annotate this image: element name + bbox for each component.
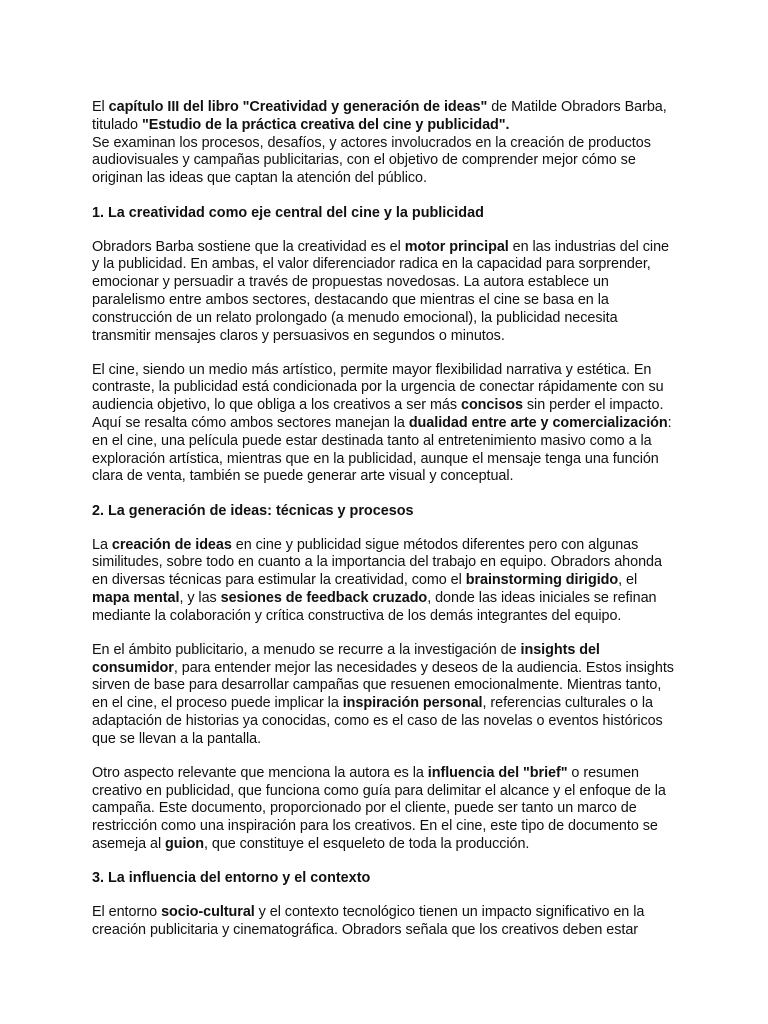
s2p1-text-3: , el — [618, 572, 638, 589]
section-2-paragraph-1 — [92, 537, 676, 626]
s2p1-bold-4: sesiones de feedback cruzado — [220, 590, 428, 607]
s1p1-text-2: en las industrias del cine y la publicidad. En ambas, el valor diferenciador radica en la capacidad para sorprender, emocionar y persuadir a través de propuestas novedosas. La autora establece un paralelismo entre ambos sectores, destacando que mientras el cine se basa en la construcción de un relato prolongado (a menudo emocional), la publicidad necesita transmitir mensajes claros y persuasivos en segundos o minutos. — [92, 238, 669, 344]
intro-bold-1: capítulo III del libro "Creatividad y generación de ideas" — [108, 99, 488, 115]
s2p2-text-1: En el ámbito publicitario, a menudo se recurre a la investigación de — [92, 641, 521, 658]
s2p1-text-1: La — [92, 536, 112, 553]
section-3-heading: 3. La influencia del entorno y el contexto — [92, 870, 371, 887]
section-2-heading: 2. La generación de ideas: técnicas y procesos — [92, 502, 414, 519]
intro-bold-2: "Estudio de la práctica creativa del cine y publicidad". — [141, 116, 510, 133]
s2p3-text-2: o resumen creativo en publicidad, que funciona como guía para delimitar el alcance y el enfoque de la campaña. Este documento, proporcionado por el cliente, puede ser tanto un marco de restricción como una inspiración para los creativos. En el cine, este tipo de documento se asemeja al — [92, 764, 666, 853]
s1p1-bold-1: motor principal — [404, 238, 509, 255]
intro-text-1: El — [92, 99, 109, 115]
s1p1-text-1: Obradors Barba sostiene que la creatividad es el — [92, 238, 405, 255]
section-1-paragraph-2 — [92, 362, 676, 487]
intro-text-3: Se examinan los procesos, desafíos, y actores involucrados en la creación de productos audiovisuales y campañas publicitarias, con el objetivo de comprender mejor cómo se originan las ideas que captan la atención del público. — [92, 134, 651, 187]
s1p2-text-1: El cine, siendo un medio más artístico, permite mayor flexibilidad narrativa y estética. En contraste, la publicidad está condicionada por la urgencia de conectar rápidamente con su audiencia objetivo, lo que obliga a los creativos a ser más — [92, 361, 664, 414]
s2p1-bold-1: creación de ideas — [111, 536, 232, 553]
section-3-paragraph-1 — [92, 904, 676, 940]
s2p3-text-1: Otro aspecto relevante que menciona la autora es la — [92, 764, 428, 781]
s2p1-bold-2: brainstorming dirigido — [465, 572, 619, 589]
s1p2-text-2: sin perder el impacto. Aquí se resalta cómo ambos sectores manejan la — [92, 397, 664, 431]
intro-text-2: de Matilde Obradors Barba, titulado — [92, 99, 667, 133]
s2p1-bold-3: mapa mental — [92, 590, 180, 607]
s1p2-bold-2: dualidad entre arte y comercialización — [408, 414, 668, 431]
s2p2-text-3: , referencias culturales o la adaptación de historias ya conocidas, como es el caso de las novelas o eventos históricos que se llevan a la pantalla. — [92, 695, 663, 747]
s2p1-text-2: en cine y publicidad sigue métodos diferentes pero con algunas similitudes, sobre todo en cuanto a la importancia del trabajo en equipo. Obradors ahonda en diversas técnicas para estimular la creatividad, como el — [92, 536, 662, 589]
s2p1-text-4: , y las — [179, 590, 221, 607]
section-2-paragraph-2 — [92, 642, 676, 749]
s2p3-text-3: , que constituye el esqueleto de toda la producción. — [203, 836, 530, 853]
s2p3-bold-1: influencia del "brief" — [427, 764, 568, 781]
section-1-paragraph-1 — [92, 239, 676, 346]
s1p2-bold-1: concisos — [460, 397, 523, 414]
s2p3-bold-2: guion — [165, 836, 204, 853]
intro-paragraph — [92, 99, 676, 188]
s3p1-text-2: y el contexto tecnológico tienen un impacto significativo en la creación publicitaria y cinematográfica. Obradors señala que los creativos deben estar — [92, 904, 645, 939]
s3p1-text-1: El entorno — [92, 904, 162, 921]
s2p2-text-2: , para entender mejor las necesidades y deseos de la audiencia. Estos insights sirven de base para desarrollar campañas que resuenen emocionalmente. Mientras tanto, en el cine, el proceso puede implicar la — [92, 659, 674, 712]
section-2-paragraph-3 — [92, 765, 676, 854]
s2p2-bold-2: inspiración personal — [342, 695, 483, 712]
s3p1-bold-1: socio-cultural — [161, 904, 255, 921]
section-1-heading: 1. La creatividad como eje central del cine y la publicidad — [92, 204, 484, 221]
s1p2-text-3: : en el cine, una película puede estar destinada tanto al entretenimiento masivo como a la exploración artística, mientras que en la publicidad, aunque el mensaje tenga una función clara de venta, también se puede generar arte visual y conceptual. — [92, 414, 672, 485]
s2p1-text-5: , donde las ideas iniciales se refinan mediante la colaboración y crítica constructiva de los demás integrantes del equipo. — [92, 590, 657, 624]
s2p2-bold-1: insights del consumidor — [92, 641, 600, 676]
